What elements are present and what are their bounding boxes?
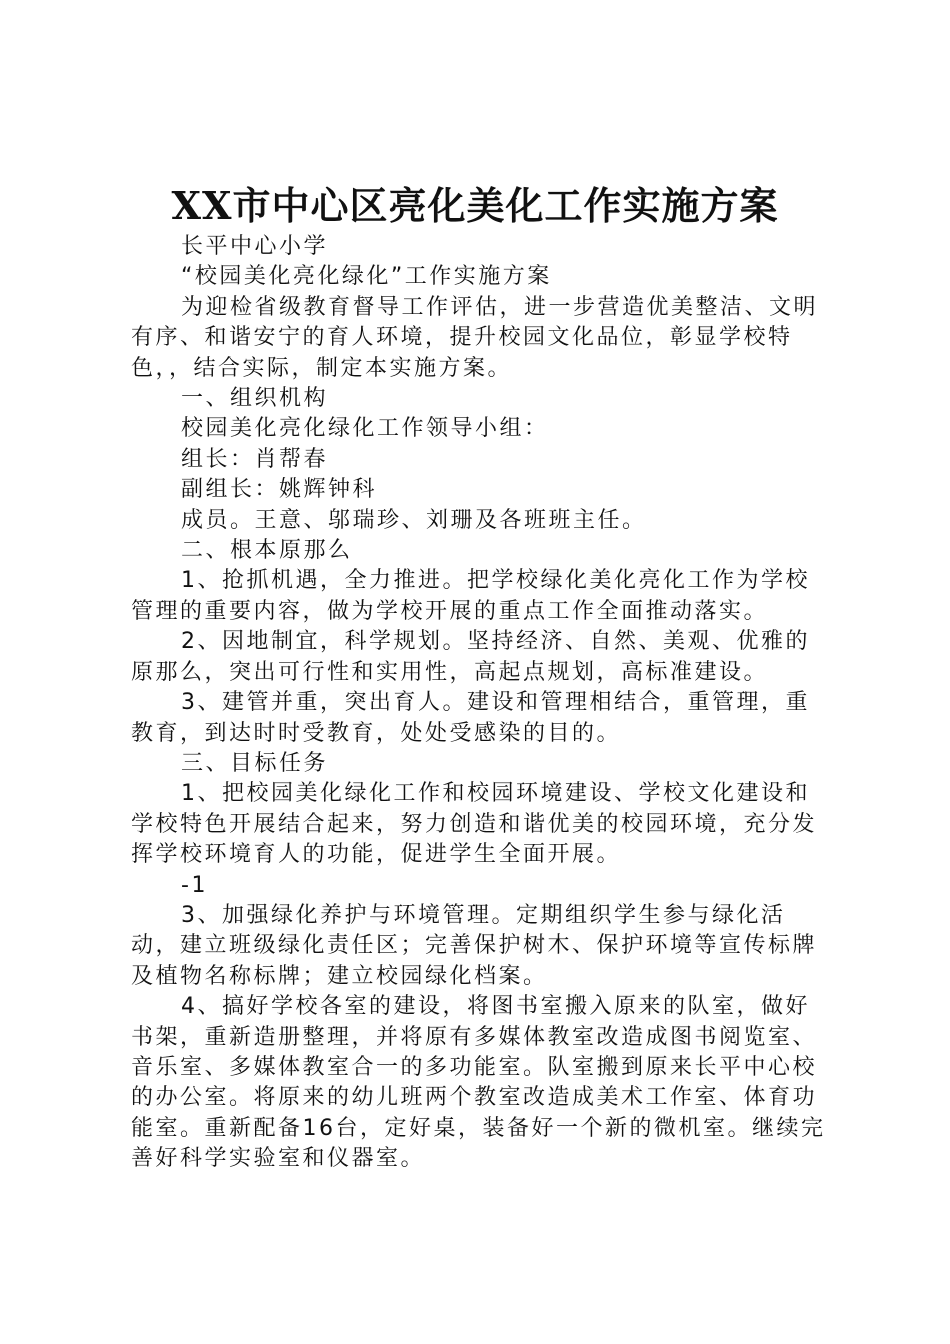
paragraph-principle-2: 2、因地制宜，科学规划。坚持经济、自然、美观、优雅的原那么，突出可行性和实用性，高起点规划，高标准建设。	[131, 629, 810, 685]
paragraph-members: 成员。王意、邬瑞珍、刘珊及各班班主任。	[181, 507, 647, 533]
paragraph-goal-3: 3、加强绿化养护与环境管理。定期组织学生参与绿化活动，建立班级绿化责任区；完善保护树木、保护环境等宣传标牌及植物名称标牌；建立校园绿化档案。	[131, 902, 818, 989]
paragraph-principle-3: 3、建管并重，突出育人。建设和管理相结合，重管理，重教育，到达时时受教育，处处受感染的目的。	[131, 690, 810, 746]
page-number-marker: -1	[181, 872, 208, 898]
document-body	[131, 232, 831, 1175]
section-heading-organization: 一、组织机构	[181, 386, 329, 412]
paragraph-intro: 为迎检省级教育督导工作评估，进一步营造优美整洁、文明有序、和谐安宁的育人环境，提升校园文化品位，彰显学校特色，，结合实际，制定本实施方案。	[131, 294, 819, 381]
paragraph-group-leader: 组长：肖帮春	[181, 446, 329, 472]
section-heading-principles: 二、根本原那么	[181, 538, 353, 564]
document-title: XX市中心区亮化美化工作实施方案	[171, 183, 779, 228]
paragraph-goal-4: 4、搞好学校各室的建设，将图书室搬入原来的队室，做好书架，重新造册整理，并将原有多媒体教室改造成图书阅览室、音乐室、多媒体教室合一的多功能室。队室搬到原来长平中心校的办公室。将原来的幼儿班两个教室改造成美术工作室、体育功能室。重新配备16台，定好桌，装备好一个新的微机室。继续完善好科学实验室和仪器室。	[131, 994, 826, 1172]
section-heading-goals: 三、目标任务	[181, 750, 329, 776]
paragraph-goal-1: 1、把校园美化绿化工作和校园环境建设、学校文化建设和学校特色开展结合起来，努力创造和谐优美的校园环境，充分发挥学校环境育人的功能，促进学生全面开展。	[131, 781, 818, 868]
paragraph-principle-1: 1、抢抓机遇，全力推进。把学校绿化美化亮化工作为学校管理的重要内容，做为学校开展的重点工作全面推动落实。	[131, 568, 810, 624]
paragraph-deputy-leader: 副组长：姚辉钟科	[181, 477, 378, 503]
paragraph-school-name: 长平中心小学	[181, 234, 329, 259]
paragraph-leadership-group: 校园美化亮化绿化工作领导小组：	[181, 416, 549, 442]
paragraph-plan-title: “校园美化亮化绿化”工作实施方案	[181, 264, 552, 290]
